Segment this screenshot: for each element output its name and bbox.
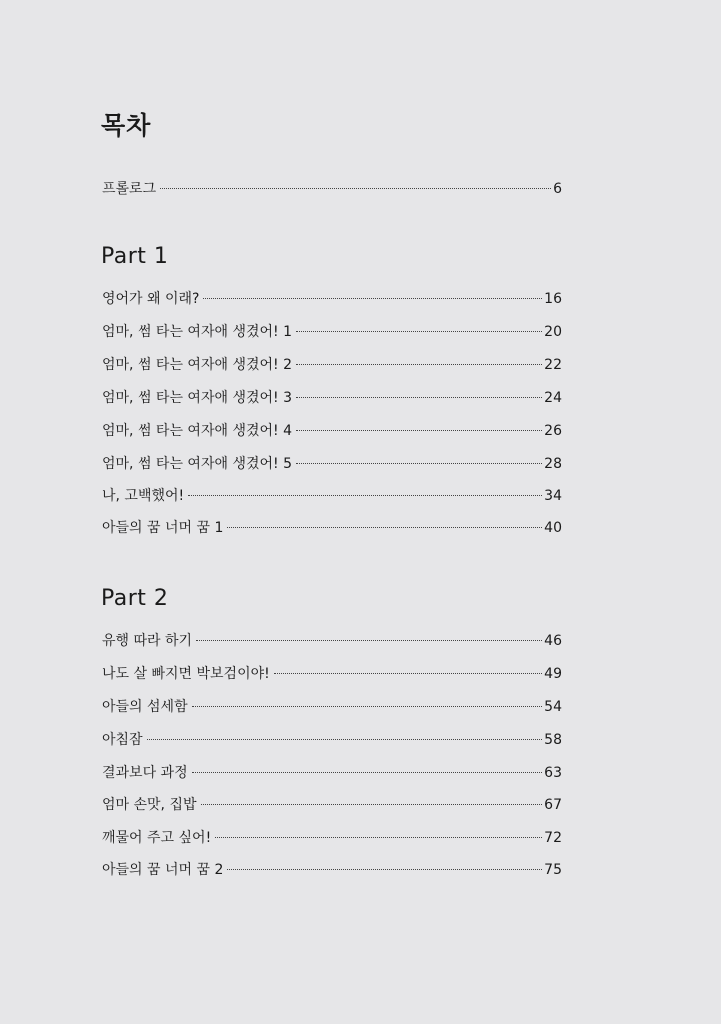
toc-entry[interactable] bbox=[102, 519, 562, 537]
entry-page-number: 54 bbox=[544, 699, 562, 715]
dot-leader bbox=[203, 298, 542, 299]
entry-label: 유행 따라 하기 bbox=[102, 633, 193, 649]
dot-leader bbox=[296, 397, 542, 398]
dot-leader bbox=[160, 188, 551, 189]
entry-page-number: 63 bbox=[544, 765, 562, 781]
entry-label: 결과보다 과정 bbox=[102, 765, 188, 781]
entry-label: 엄마, 썸 타는 여자애 생겼어! 5 bbox=[102, 456, 292, 472]
entry-page-number: 22 bbox=[544, 357, 562, 373]
toc-entry[interactable] bbox=[102, 861, 562, 879]
entry-page-number: 24 bbox=[544, 390, 562, 406]
entry-label: 엄마, 썸 타는 여자애 생겼어! 1 bbox=[102, 324, 292, 340]
entry-label: 엄마, 썸 타는 여자애 생겼어! 2 bbox=[102, 357, 292, 373]
entry-page-number: 46 bbox=[544, 633, 562, 649]
part-1-title: Part 1 bbox=[101, 244, 169, 269]
toc-entry[interactable] bbox=[102, 389, 562, 407]
dot-leader bbox=[296, 331, 542, 332]
entry-label: 엄마 손맛, 집밥 bbox=[102, 797, 197, 813]
entry-label: 깨물어 주고 싶어! bbox=[102, 830, 212, 846]
toc-entry[interactable] bbox=[102, 764, 562, 782]
entry-page-number: 49 bbox=[544, 666, 562, 682]
entry-label: 아들의 꿈 너머 꿈 1 bbox=[102, 520, 224, 536]
toc-entry[interactable] bbox=[102, 698, 562, 716]
entry-page-number: 72 bbox=[544, 830, 562, 846]
toc-entry[interactable] bbox=[102, 632, 562, 650]
dot-leader bbox=[296, 463, 542, 464]
dot-leader bbox=[274, 673, 542, 674]
entry-page-number: 67 bbox=[544, 797, 562, 813]
page-title: 목차 bbox=[101, 111, 152, 140]
entry-page-number: 6 bbox=[553, 181, 562, 197]
entry-label: 나, 고백했어! bbox=[102, 488, 185, 504]
entry-page-number: 58 bbox=[544, 732, 562, 748]
entry-label: 아침잠 bbox=[102, 732, 143, 748]
toc-entry[interactable] bbox=[102, 731, 562, 749]
entry-page-number: 34 bbox=[544, 488, 562, 504]
entry-label: 영어가 왜 이래? bbox=[102, 291, 200, 307]
entry-label: 나도 살 빠지면 박보검이야! bbox=[102, 666, 270, 682]
toc-entry[interactable] bbox=[102, 487, 562, 505]
toc-entry-prologue[interactable] bbox=[102, 180, 562, 198]
dot-leader bbox=[201, 804, 543, 805]
entry-page-number: 16 bbox=[544, 291, 562, 307]
entry-label: 엄마, 썸 타는 여자애 생겼어! 4 bbox=[102, 423, 292, 439]
toc-entry[interactable] bbox=[102, 422, 562, 440]
entry-label: 아들의 섬세함 bbox=[102, 699, 188, 715]
dot-leader bbox=[192, 706, 543, 707]
dot-leader bbox=[296, 430, 542, 431]
entry-page-number: 20 bbox=[544, 324, 562, 340]
toc-entry[interactable] bbox=[102, 290, 562, 308]
dot-leader bbox=[196, 640, 542, 641]
entry-label: 엄마, 썸 타는 여자애 생겼어! 3 bbox=[102, 390, 292, 406]
entry-label: 아들의 꿈 너머 꿈 2 bbox=[102, 862, 224, 878]
entry-page-number: 26 bbox=[544, 423, 562, 439]
dot-leader bbox=[296, 364, 542, 365]
dot-leader bbox=[227, 527, 542, 528]
toc-entry[interactable] bbox=[102, 356, 562, 374]
dot-leader bbox=[215, 837, 542, 838]
toc-entry[interactable] bbox=[102, 665, 562, 683]
part-2-title: Part 2 bbox=[101, 586, 169, 611]
toc-entry[interactable] bbox=[102, 323, 562, 341]
toc-entry[interactable] bbox=[102, 455, 562, 473]
dot-leader bbox=[192, 772, 543, 773]
dot-leader bbox=[188, 495, 542, 496]
toc-entry[interactable] bbox=[102, 796, 562, 814]
entry-page-number: 75 bbox=[544, 862, 562, 878]
entry-label: 프롤로그 bbox=[102, 181, 157, 197]
dot-leader bbox=[227, 869, 542, 870]
entry-page-number: 40 bbox=[544, 520, 562, 536]
entry-page-number: 28 bbox=[544, 456, 562, 472]
toc-entry[interactable] bbox=[102, 829, 562, 847]
dot-leader bbox=[147, 739, 543, 740]
